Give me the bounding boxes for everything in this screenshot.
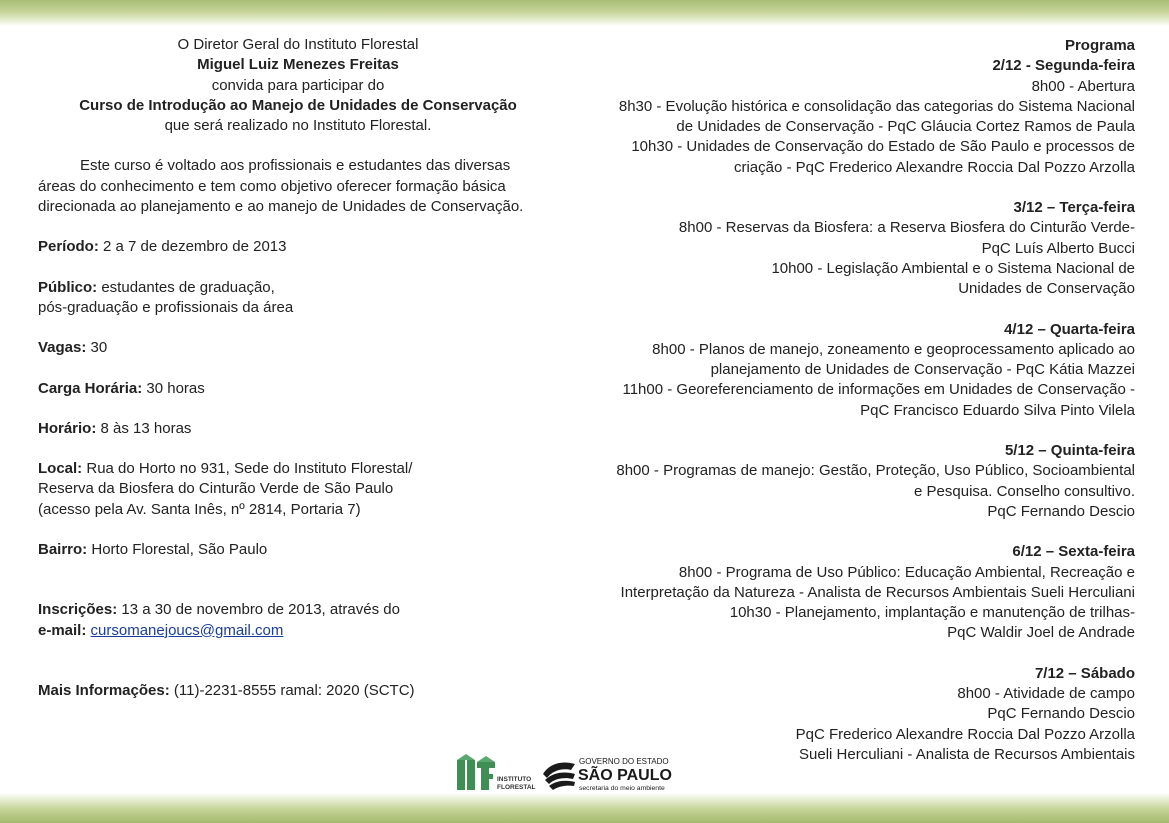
program-item-line: PqC Waldir Joel de Andrade [947, 624, 1135, 642]
sp-logo-line-1: GOVERNO DO ESTADO [579, 757, 669, 766]
local-value: Rua do Horto no 931, Sede do Instituto Florestal/ [82, 460, 413, 478]
program-item-line: PqC Fernando Descio [987, 705, 1135, 723]
program-column [590, 36, 1135, 765]
vagas-label: Vagas: [38, 339, 87, 357]
program-title: Programa [1064, 37, 1135, 54]
program-day [590, 664, 1135, 765]
program-item-line: Sueli Herculiani - Analista de Recursos Ambientais [799, 745, 1135, 763]
invitation-line-3: convida para participar do [211, 76, 385, 94]
if-logo-text-2: FLORESTAL [497, 784, 536, 791]
top-decorative-band [0, 0, 1169, 26]
program-item-line: de Unidades de Conservação - PqC Gláucia Cortez Ramos de Paula [676, 118, 1135, 136]
email-link[interactable]: cursomanejoucs@gmail.com [90, 621, 284, 639]
if-logo-text-1: INSTITUTO [497, 776, 532, 783]
carga-horaria-label: Carga Horária: [38, 379, 143, 397]
carga-horaria-field [38, 379, 558, 399]
description-line-3: direcionada ao planejamento e ao manejo de Unidades de Conservação. [38, 198, 524, 216]
program-day-heading: 5/12 – Quinta-feira [1004, 442, 1135, 460]
director-name: Miguel Luiz Menezes Freitas [197, 56, 399, 74]
program-item-line: 8h00 - Programas de manejo: Gestão, Proteção, Uso Público, Socioambiental [616, 462, 1135, 480]
bottom-decorative-band [0, 793, 1169, 823]
program-item-line: Unidades de Conservação [958, 280, 1135, 298]
sp-logo-line-3: secretaria do meio ambiente [579, 785, 665, 792]
program-day [590, 320, 1135, 421]
publico-value: estudantes de graduação, [97, 278, 275, 296]
publico-value-2: pós-graduação e profissionais da área [38, 298, 294, 316]
program-day [590, 198, 1135, 299]
local-value-2: Reserva da Biosfera do Cinturão Verde de São Paulo [38, 480, 394, 498]
local-label: Local: [38, 460, 83, 478]
invitation-line-5: que será realizado no Instituto Florestal. [164, 117, 432, 135]
program-item-line: 8h00 - Programa de Uso Público: Educação Ambiental, Recreação e [678, 563, 1135, 581]
local-field [38, 459, 558, 520]
mais-informacoes-value: (11)-2231-8555 ramal: 2020 (SCTC) [169, 681, 415, 699]
periodo-value: 2 a 7 de dezembro de 2013 [98, 238, 287, 256]
course-description [38, 156, 558, 217]
program-item-line: 11h00 - Georeferenciamento de informações em Unidades de Conservação - [622, 381, 1135, 399]
course-title: Curso de Introdução ao Manejo de Unidades de Conservação [79, 96, 517, 114]
program-item-line: PqC Francisco Eduardo Silva Pinto Vilela [860, 401, 1135, 419]
periodo-field [38, 237, 558, 257]
program-item-line: 8h00 - Planos de manejo, zoneamento e geoprocessamento aplicado ao [652, 340, 1135, 358]
bairro-label: Bairro: [38, 541, 88, 559]
program-item-line: PqC Fernando Descio [987, 502, 1135, 520]
inscricoes-field [38, 600, 558, 641]
program-day [590, 542, 1135, 643]
program-item-line: 8h00 - Abertura [1031, 77, 1135, 95]
publico-label: Público: [38, 278, 98, 296]
program-day-heading: 6/12 – Sexta-feira [1012, 543, 1135, 561]
program-item-line: PqC Frederico Alexandre Roccia Dal Pozzo Arzolla [795, 725, 1135, 743]
invitation-block [38, 35, 558, 136]
bairro-value: Horto Florestal, São Paulo [87, 541, 268, 559]
program-item-line: criação - PqC Frederico Alexandre Roccia Dal Pozzo Arzolla [733, 158, 1135, 176]
invitation-line-1: O Diretor Geral do Instituto Florestal [177, 36, 419, 53]
program-item-line: 10h30 - Planejamento, implantação e manutenção de trilhas- [729, 604, 1135, 622]
description-line-2: áreas do conhecimento e tem como objetivo oferecer formação básica [38, 177, 506, 195]
periodo-label: Período: [38, 238, 99, 256]
program-item-line: 10h30 - Unidades de Conservação do Estado de São Paulo e processos de [631, 138, 1135, 156]
sao-paulo-government-logo [541, 752, 677, 796]
program-item-line: 8h00 - Atividade de campo [957, 685, 1135, 703]
program-day-heading: 4/12 – Quarta-feira [1004, 320, 1135, 338]
mais-informacoes-label: Mais Informações: [38, 681, 170, 699]
program-days [590, 56, 1135, 765]
mais-informacoes-field [38, 681, 558, 701]
inscricoes-value: 13 a 30 de novembro de 2013, através do [117, 601, 400, 619]
horario-label: Horário: [38, 419, 97, 437]
program-day [590, 56, 1135, 178]
carga-horaria-value: 30 horas [142, 379, 205, 397]
horario-value: 8 às 13 horas [96, 419, 192, 437]
sp-logo-line-2: SÃO PAULO [578, 767, 672, 784]
description-line-1: Este curso é voltado aos profissionais e estudantes das diversas [80, 157, 511, 175]
program-day [590, 441, 1135, 522]
program-item-line: Interpretação da Natureza - Analista de Recursos Ambientais Sueli Herculiani [620, 583, 1135, 601]
program-item-line: planejamento de Unidades de Conservação - PqC Kátia Mazzei [710, 361, 1135, 379]
program-item-line: e Pesquisa. Conselho consultivo. [914, 482, 1135, 500]
bairro-field [38, 540, 558, 560]
horario-field [38, 419, 558, 439]
instituto-florestal-logo [455, 754, 536, 794]
left-column [38, 35, 558, 701]
footer-logos [455, 752, 685, 796]
program-day-heading: 2/12 - Segunda-feira [992, 57, 1135, 75]
program-day-heading: 7/12 – Sábado [1034, 664, 1135, 682]
program-item-line: 8h30 - Evolução histórica e consolidação das categorias do Sistema Nacional [618, 97, 1135, 115]
vagas-field [38, 338, 558, 358]
inscricoes-label: Inscrições: [38, 601, 118, 619]
publico-field [38, 278, 558, 319]
local-value-3: (acesso pela Av. Santa Inês, nº 2814, Portaria 7) [38, 500, 361, 518]
program-item-line: 10h00 - Legislação Ambiental e o Sistema Nacional de [771, 259, 1135, 277]
program-day-heading: 3/12 – Terça-feira [1013, 199, 1135, 217]
program-item-line: 8h00 - Reservas da Biosfera: a Reserva Biosfera do Cinturão Verde- [678, 219, 1135, 237]
email-label: e-mail: [38, 621, 87, 639]
program-item-line: PqC Luís Alberto Bucci [981, 239, 1135, 257]
vagas-value: 30 [86, 339, 108, 357]
